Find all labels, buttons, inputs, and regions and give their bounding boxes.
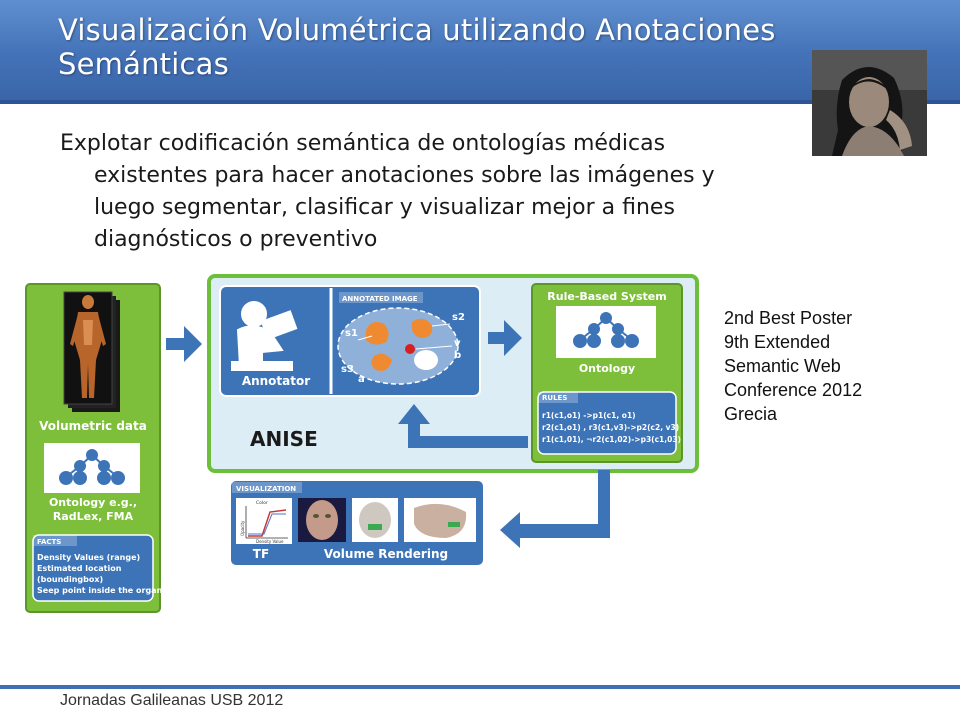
fact-3: (boundingbox) <box>37 575 104 584</box>
footer-text: Jornadas Galileanas USB 2012 <box>60 692 284 709</box>
award-line-3: Semantic Web <box>724 356 841 376</box>
award-line-5: Grecia <box>724 404 778 424</box>
tf-label: TF <box>252 547 270 561</box>
ontology-radlex-label: RadLex, FMA <box>52 510 134 523</box>
annotation-s3: s3 <box>341 364 354 375</box>
rules-header: RULES <box>542 394 568 402</box>
body-line-1: Explotar codificación semántica de ontologías médicas <box>60 131 666 156</box>
arrow-right-icon <box>166 326 202 362</box>
body-line-3: luego segmentar, clasificar y visualizar mejor a fines <box>94 195 675 220</box>
annotator-label: Annotator <box>241 374 311 388</box>
slide-title: Visualización Volumétrica utilizando Anotaciones Semánticas <box>58 13 776 81</box>
visualization-header: VISUALIZATION <box>236 485 297 493</box>
rule-ontology-label: Ontology <box>578 362 636 375</box>
body-paragraph <box>60 128 860 256</box>
fact-4: Seep point inside the organ <box>37 586 163 595</box>
annotation-b: b <box>454 350 462 361</box>
award-line-1: 2nd Best Poster <box>724 308 853 328</box>
fact-1: Density Values (range) <box>37 553 141 562</box>
volume-rendering-label: Volume Rendering <box>323 547 449 561</box>
arrow-down-left-icon <box>500 470 610 548</box>
rule-system-title: Rule-Based System <box>547 290 667 303</box>
footer-divider <box>0 685 960 689</box>
award-text <box>724 306 862 426</box>
facts-header: FACTS <box>37 538 62 546</box>
volumetric-body-icon <box>64 292 120 412</box>
award-line-4: Conference 2012 <box>724 380 863 400</box>
annotation-s2: s2 <box>452 312 465 323</box>
tf-opacity-label: Opacity <box>240 520 245 536</box>
body-line-4: diagnósticos o preventivo <box>94 227 378 252</box>
annotated-image-header: ANNOTATED IMAGE <box>342 295 418 303</box>
tf-color-label: Color <box>256 501 268 506</box>
ontology-eg-label: Ontology e.g., <box>48 496 138 509</box>
annotation-a: a <box>358 374 365 385</box>
anise-diagram <box>20 270 710 620</box>
rule-2: r2(c1,o1) , r3(c1,v3)->p2(c2, v3) <box>542 423 680 432</box>
award-line-2: 9th Extended <box>724 332 831 352</box>
annotation-s1: s1 <box>345 328 358 339</box>
anise-label: ANISE <box>250 427 318 451</box>
rule-1: r1(c1,o1) ->p1(c1, o1) <box>542 411 636 420</box>
rule-3: r1(c1,01), ¬r2(c1,02)->p3(c1,03) <box>542 435 681 444</box>
volumetric-data-label: Volumetric data <box>39 419 147 433</box>
tf-density-label: Density Value <box>256 539 284 544</box>
annotated-image-graphic <box>338 308 458 384</box>
fact-2: Estimated location <box>37 564 122 573</box>
volume-rendering-images <box>298 498 476 542</box>
annotation-v: v <box>454 338 461 349</box>
body-line-2: existentes para hacer anotaciones sobre las imágenes y <box>94 163 715 188</box>
